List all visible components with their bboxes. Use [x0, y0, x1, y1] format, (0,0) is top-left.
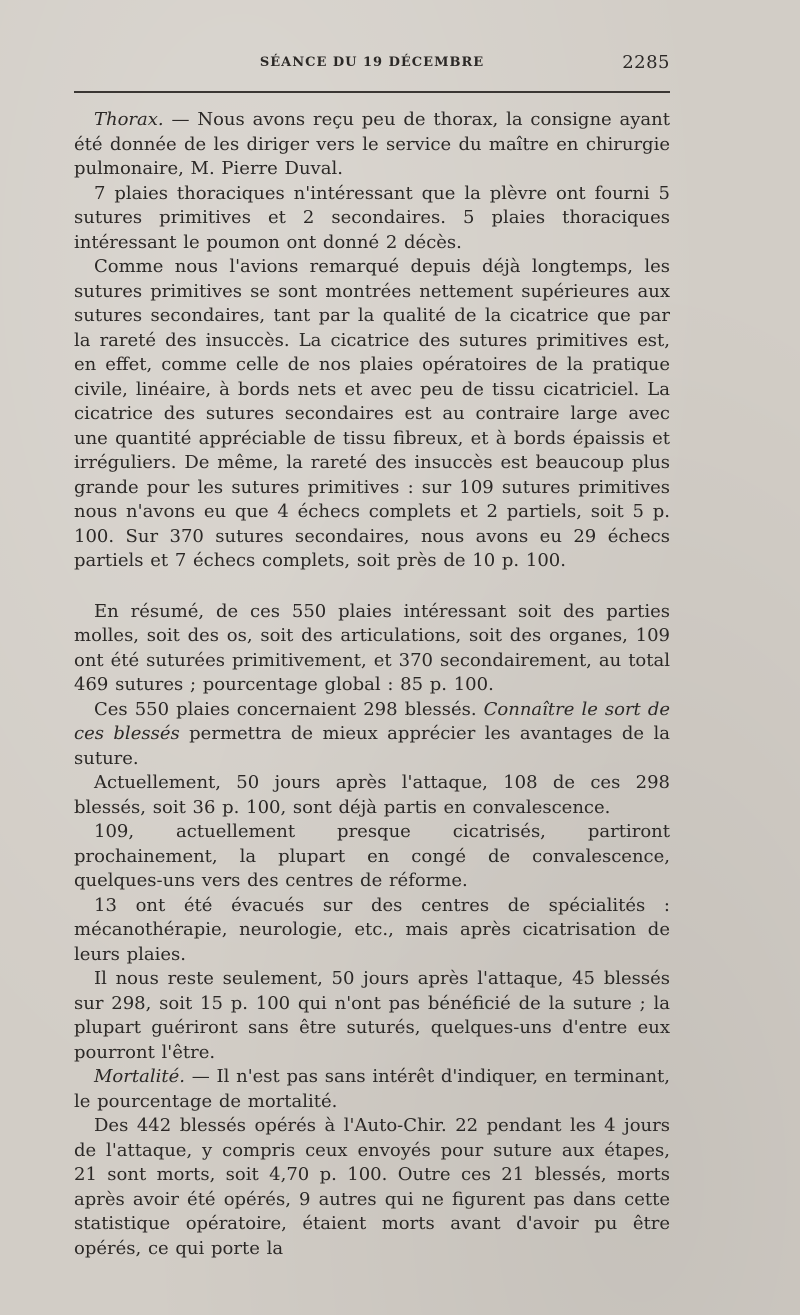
paragraph-text-after: permettra de mieux apprécier les avantages de la suture.: [74, 723, 670, 769]
page-header: [74, 52, 670, 76]
page-number: 2285: [622, 52, 670, 73]
running-head: SÉANCE DU 19 DÉCEMBRE: [259, 55, 485, 70]
paragraph-plaies-thoraciques: [74, 182, 670, 256]
paragraph-mortalite: [74, 1065, 670, 1114]
paragraph-specialites: [74, 894, 670, 968]
paragraph-cicatrises: [74, 820, 670, 894]
paragraph-sutures-comparison: [74, 255, 670, 574]
paragraph-operes: [74, 1114, 670, 1261]
paragraph-thorax: [74, 108, 670, 182]
section-lead-mortalite: Mortalité.: [94, 1066, 185, 1087]
paragraph-text: En résumé, de ces 550 plaies intéressant soit des parties molles, soit des os, soit des articulations, soit des organes, 109 ont été suturées primitivement, et 370 secondairement, au total 469 sutures ; pourcentage global : 85 p. 100.: [74, 600, 670, 695]
paragraph-text: Il nous reste seulement, 50 jours après l'attaque, 45 blessés sur 298, soit 15 p. 100 qui n'ont pas bénéficié de la suture ; la plupart guériront sans être suturés, quelques-uns d'entre eux pourront l'être.: [74, 968, 670, 1063]
paragraph-text: 7 plaies thoraciques n'intéressant que la plèvre ont fourni 5 sutures primitives et 2 secondaires. 5 plaies thoraciques intéressant le poumon ont donné 2 décès.: [74, 182, 670, 253]
paragraph-text: — Nous avons reçu peu de thorax, la consigne ayant été donnée de les diriger vers le service du maître en chirurgie pulmonaire, M. Pierre Duval.: [74, 109, 670, 179]
body-text: [74, 108, 670, 1261]
paragraph-text: Comme nous l'avions remarqué depuis déjà longtemps, les sutures primitives se sont montrées nettement supérieures aux sutures secondaires, tant par la qualité de la cicatrice que par la rareté des insuccès. La cicatrice des sutures primitives est, en effet, comme celle de nos plaies opératoires de la pratique civile, linéaire, à bords nets et avec peu de tissu cicatriciel. La cicatrice des sutures secondaires est au contraire large avec une quantité appréciable de tissu fibreux, et à bords épaissis et irréguliers. De même, la rareté des insuccès est beaucoup plus grande pour les sutures primitives : sur 109 sutures primitives nous n'avons eu que 4 échecs complets et 2 partiels, soit 5 p. 100. Sur 370 sutures secondaires, nous avons eu 29 échecs partiels et 7 échecs complets, soit près de 10 p. 100.: [74, 256, 670, 571]
paragraph-text: — Il n'est pas sans intérêt d'indiquer, en terminant, le pourcentage de mortalité.: [74, 1066, 670, 1112]
paragraph-text: 109, actuellement presque cicatrisés, partiront prochainement, la plupart en congé de convalescence, quelques-uns vers des centres de réforme.: [74, 821, 670, 891]
paragraph-convalescence: [74, 771, 670, 820]
paragraph-text: Actuellement, 50 jours après l'attaque, 108 de ces 298 blessés, soit 36 p. 100, sont déjà partis en convalescence.: [74, 772, 670, 818]
section-lead-thorax: Thorax.: [94, 109, 164, 130]
paragraph-text: Ces 550 plaies concernaient 298 blessés.: [94, 698, 484, 720]
paragraph-blesses: [74, 698, 670, 772]
paragraph-resume: [74, 600, 670, 698]
paragraph-text: Des 442 blessés opérés à l'Auto-Chir. 22 pendant les 4 jours de l'attaque, y compris ceux envoyés pour suture aux étapes, 21 sont morts, soit 4,70 p. 100. Outre ces 21 blessés, morts après avoir été opérés, 9 autres qui ne figurent pas dans cette statistique opératoire, étaient morts avant d'avoir pu être opérés, ce qui porte la: [74, 1115, 670, 1259]
paragraph-reste: [74, 967, 670, 1065]
header-rule: [74, 91, 670, 93]
italic-phrase: Connaître le sort de ces blessés: [74, 698, 670, 744]
paragraph-text: 13 ont été évacués sur des centres de spécialités : mécanothérapie, neurologie, etc., mais après cicatrisation de leurs plaies.: [74, 894, 670, 965]
